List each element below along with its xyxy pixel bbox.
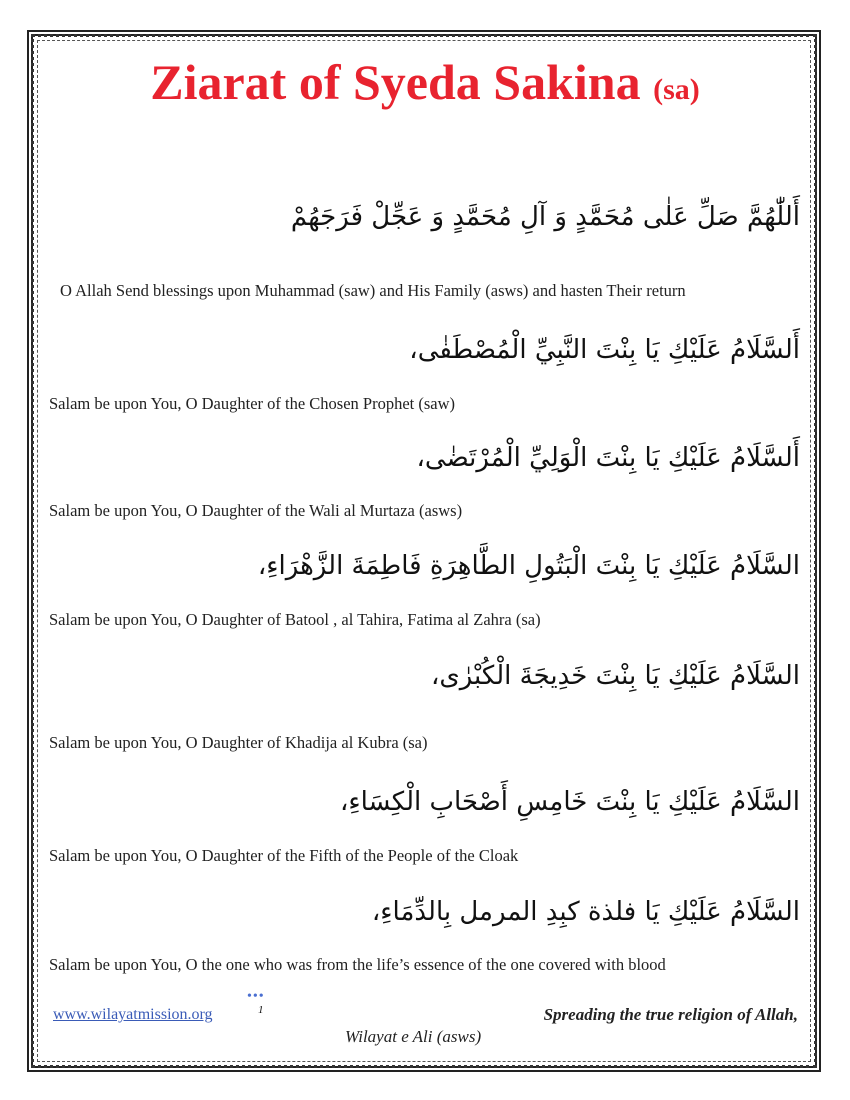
page-number: 1 [258, 1004, 264, 1016]
tagline-line-1: Spreading the true religion of Allah, [543, 1005, 798, 1024]
arabic-verse-4: السَّلَامُ عَلَيْكِ يَا بِنْتَ الْبَتُولِ الطَّاهِرَةِ فَاطِمَةَ الزَّهْرَاءِ، [257, 551, 800, 581]
arabic-verse-2: أَلسَّلَامُ عَلَيْكِ يَا بِنْتَ النَّبِيِّ الْمُصْطَفٰى، [409, 335, 800, 365]
english-verse-7: Salam be upon You, O the one who was from the life’s essence of the one covered with blood [49, 955, 666, 974]
english-verse-3: Salam be upon You, O Daughter of the Wali al Murtaza (asws) [49, 501, 463, 520]
tagline-line-2: Wilayat e Ali (asws) [345, 1027, 482, 1046]
english-verse-5: Salam be upon You, O Daughter of Khadija al Kubra (sa) [49, 733, 428, 752]
arabic-verse-1: أَللّٰهُمَّ صَلِّ عَلٰى مُحَمَّدٍ وَ آلِ مُحَمَّدٍ وَ عَجِّلْ فَرَجَهُمْ [290, 202, 800, 232]
english-verse-2: Salam be upon You, O Daughter of the Chosen Prophet (saw) [49, 394, 456, 413]
english-verse-1: O Allah Send blessings upon Muhammad (saw) and His Family (asws) and hasten Their return [60, 281, 686, 300]
page-title [0, 52, 850, 120]
arabic-verse-7: السَّلَامُ عَلَيْكِ يَا فلذة كبِدِ المرمل بِالدِّمَاءِ، [371, 897, 800, 927]
arabic-verse-5: السَّلَامُ عَلَيْكِ يَا بِنْتَ خَدِيجَةَ الْكُبْرٰى، [430, 661, 800, 691]
english-verse-6: Salam be upon You, O Daughter of the Fifth of the People of the Cloak [49, 846, 519, 865]
arabic-verse-6: السَّلَامُ عَلَيْكِ يَا بِنْتَ خَامِسِ أَصْحَابِ الْكِسَاءِ، [340, 787, 800, 817]
title-suffix: (sa) [653, 73, 700, 106]
title-main: Ziarat of Syeda Sakina [150, 54, 641, 110]
decorative-dots-icon: ••• [247, 989, 265, 1004]
arabic-verse-3: أَلسَّلَامُ عَلَيْكِ يَا بِنْتَ الْوَلِيِّ الْمُرْتَضٰى، [416, 443, 800, 473]
website-link[interactable]: www.wilayatmission.org [53, 1006, 213, 1023]
english-verse-4: Salam be upon You, O Daughter of Batool , al Tahira, Fatima al Zahra (sa) [49, 610, 541, 629]
